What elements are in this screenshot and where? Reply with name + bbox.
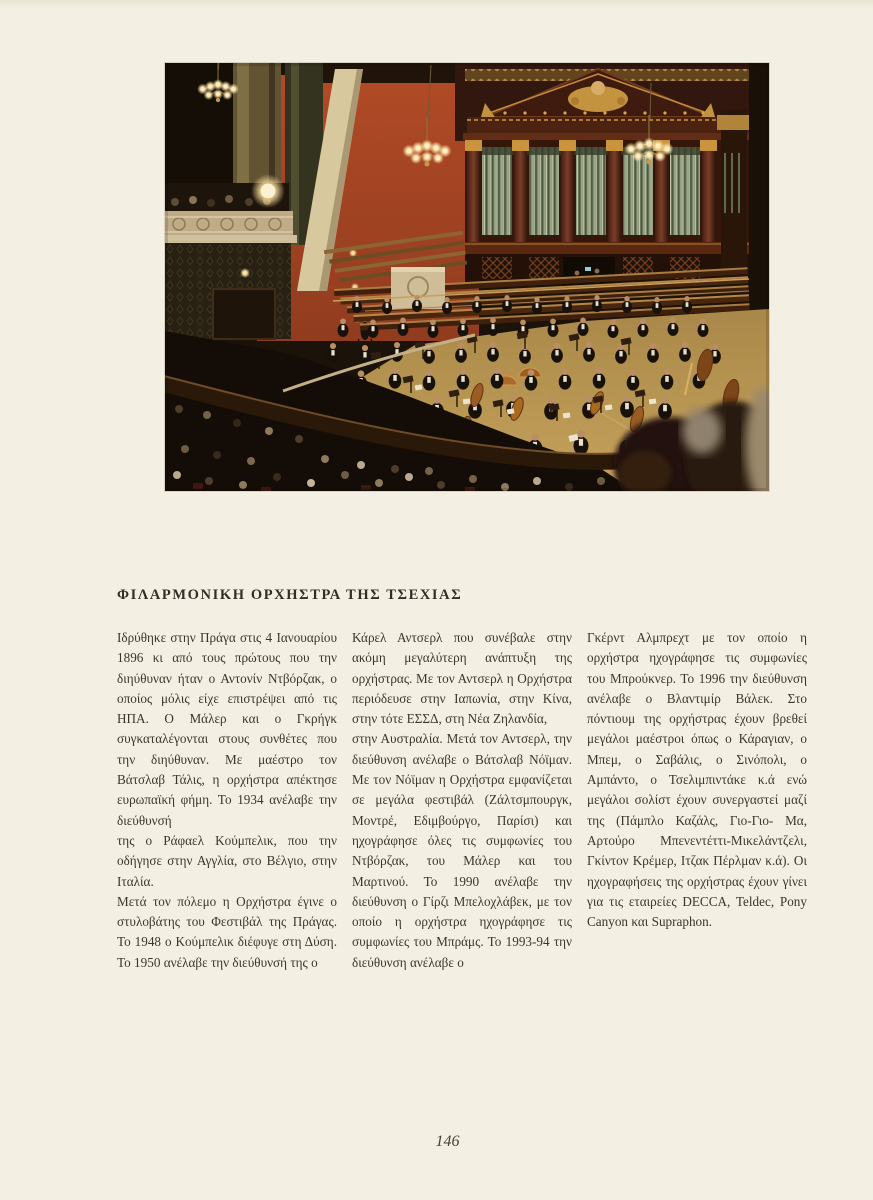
article-column-2 xyxy=(352,628,572,973)
page-number: 146 xyxy=(435,1133,460,1150)
article-paragraph: Μετά τον πόλεμο η Ορχήστρα έγινε ο στυλοβάτης του Φεστιβάλ της Πράγας. Το 1948 ο Κούμπελικ διέφυγε στη Δύση. Το 1950 ανέλαβε την διεύθυνσή της ο xyxy=(117,893,337,970)
article-column-1 xyxy=(117,628,337,973)
article-paragraph: Ιδρύθηκε στην Πράγα στις 4 Ιανουαρίου 1896 κι από τους πρώτους που την διηύθυναν ήταν ο Αντονίν Ντβόρζακ, ο οποίος μόλις είχε επιστρέψει από τις ΗΠΑ. Ο Μάλερ και ο Γκρήγκ συγκαταλέγονται στους συνθέτες που την διηύθυναν. Με μαέστρο τον Βάτσλαβ Τάλις, η ορχήστρα απέκτησε ευρωπαϊκή φήμη. Το 1934 ανέλαβε την διεύθυνσή xyxy=(117,630,337,828)
article-heading: ΦΙΛΑΡΜΟΝΙΚΗ ΟΡΧΗΣΤΡΑ ΤΗΣ ΤΣΕΧΙΑΣ xyxy=(117,587,463,603)
article-column-3 xyxy=(587,628,807,973)
article-paragraph: Γκέρντ Αλμπρεχτ με τον οποίο η ορχήστρα ηχογράφησε τις συμφωνίες του Μπρούκνερ. Το 1996 την διεύθυνση ανέλαβε ο Βλαντιμίρ Βάλεκ. Στο πόντιουμ της ορχήστρας έχουν βρεθεί μεγάλοι μαέστροι όπως ο Κάραγιαν, ο Μπεμ, ο Σαβάλις, ο Σινόπολι, ο Αμπάντο, ο Τσελιμπιντάκε κ.ά ενώ μεγάλοι σολίστ έχουν συνεργαστεί μαζί της (Πάμπλο Καζάλς, Γιο-Γιο- Μα, Αρτούρο Μπενεντέττι-Μικελάντζελι, Γκίντον Κρέμερ, Ιτζακ Πέρλμαν κ.ά). Οι ηχογραφήσεις της ορχήστρας έχουν γίνει για τις εταιρείες DECCA, Teldec, Pony Canyon και Supraphon. xyxy=(587,630,807,930)
article-paragraph: στην Αυστραλία. Μετά τον Αντσερλ, την διεύθυνση ανέλαβε ο Βάτσλαβ Νόϊμαν. Με τον Νόϊμαν η Ορχήστρα εμφανίζεται σε μεγάλα φεστιβάλ (Ζάλτσμπουργκ, Μοντρέ, Εδιμβούργο, Παρίσι) και ηχογράφησε όλες τις συμφωνίες του Ντβόρζακ, του Μάλερ και του Μαρτινού. Το 1990 ανέλαβε την διεύθυνση ο Γίρζι Μπελοχλάβεκ, με τον οποίο η ορχήστρα ηχογράφησε τις συμφωνίες του Μπράμς. Το 1993-94 την διεύθυνση ανέλαβε ο xyxy=(352,731,572,970)
article-paragraph: της ο Ράφαελ Κούμπελικ, που την οδήγησε στην Αγγλία, στο Βέλγιο, στην Ιταλία. xyxy=(117,832,337,889)
article-columns xyxy=(117,628,807,973)
article-paragraph: Κάρελ Αντσερλ που συνέβαλε στην ακόμη μεγαλύτερη ανάπτυξη της ορχήστρας. Με τον Αντσερλ η Ορχήστρα περιόδευσε στην Ιαπωνία, στην Κίνα, στην τότε ΕΣΣΔ, στη Νέα Ζηλανδία, xyxy=(352,630,572,727)
concert-hall-photo-art xyxy=(165,63,769,491)
concert-hall-photo xyxy=(165,63,769,491)
